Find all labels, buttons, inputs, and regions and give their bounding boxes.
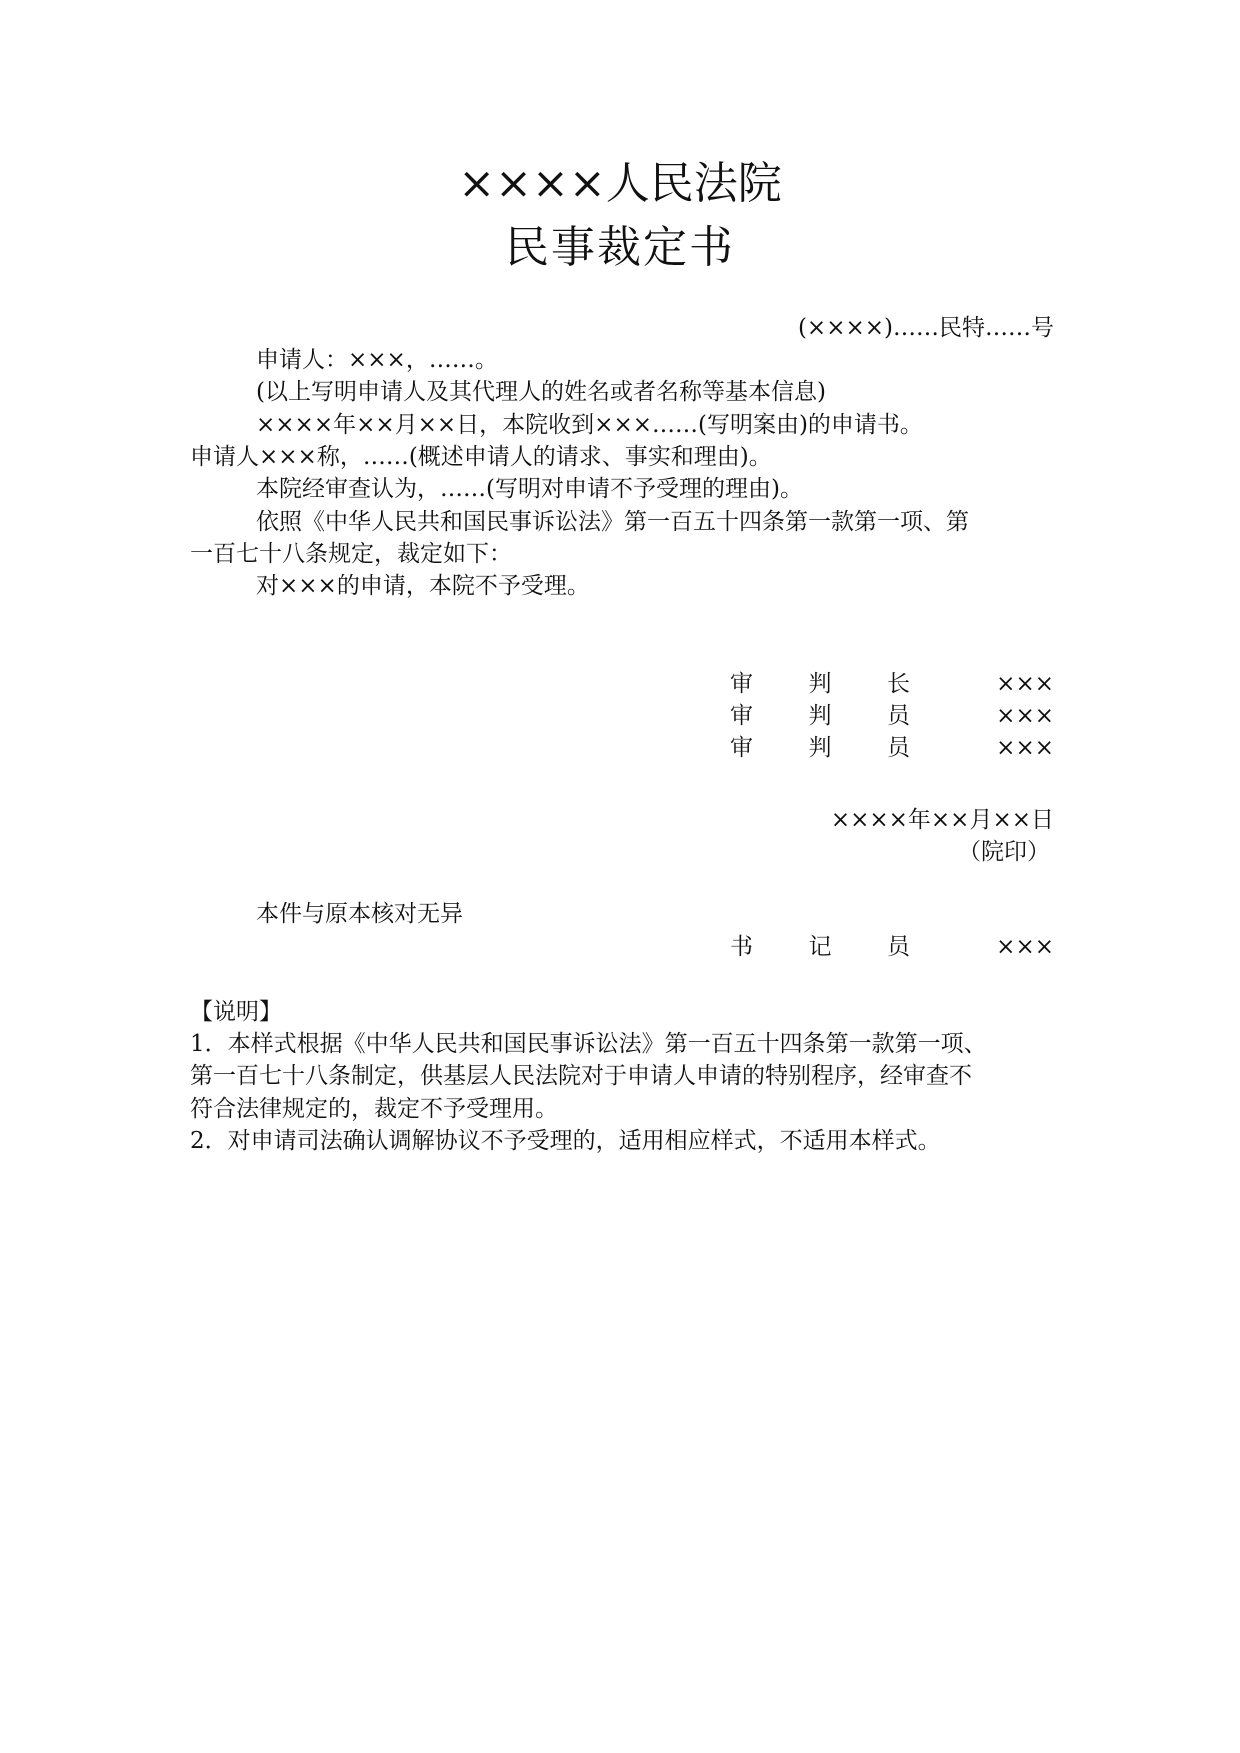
signature-title [730,700,910,732]
received-line-1: ××××年××月××日，本院收到×××……(写明案由)的申请书。 [256,412,923,438]
case-number: (××××)……民特……号 [797,315,1054,341]
signature-title-char: 审 [730,703,753,729]
ruling-date: ××××年××月××日 [830,807,1054,833]
signature-name: ××× [996,735,1054,761]
signature-title-char: 员 [887,735,910,761]
signature-title [730,931,910,963]
signature-title-char: 长 [887,671,910,697]
note-2: 2．对申请司法确认调解协议不予受理的，适用相应样式，不适用本样式。 [190,1128,941,1154]
signature-title-char: 记 [808,934,832,960]
signature-row-judge-1 [730,700,1054,732]
verification-line: 本件与原本核对无异 [256,901,463,927]
signature-row-judge-2 [730,732,1054,764]
signature-title-char: 审 [730,735,753,761]
document-type-title: 民事裁定书 [505,222,735,273]
legal-basis-line-2: 一百七十八条规定，裁定如下： [190,541,512,567]
note-1-line-1: 1．本样式根据《中华人民共和国民事诉讼法》第一百五十四条第一款第一项、 [190,1031,987,1057]
signature-title-char: 判 [808,671,832,697]
court-name: ××××人民法院 [458,158,782,209]
signature-row-presiding-judge [730,668,1054,700]
signature-title-char: 审 [730,671,753,697]
legal-basis-line-1: 依照《中华人民共和国民事诉讼法》第一百五十四条第一款第一项、第 [256,509,969,535]
notes-heading: 【说明】 [190,999,282,1025]
signature-name: ××× [996,703,1054,729]
note-1-line-3: 符合法律规定的，裁定不予受理用。 [190,1096,558,1122]
applicant-line: 申请人：×××，……。 [256,347,498,373]
note-1-line-2: 第一百七十八条制定，供基层人民法院对于申请人申请的特别程序，经审查不 [190,1063,972,1089]
received-line-2: 申请人×××称，……(概述申请人的请求、事实和理由)。 [190,444,772,470]
review-line: 本院经审查认为，……(写明对申请不予受理的理由)。 [256,476,803,502]
signature-title [730,668,910,700]
signature-title-char: 判 [808,703,832,729]
applicant-note: (以上写明申请人及其代理人的姓名或者名称等基本信息) [256,379,826,405]
signature-title-char: 员 [887,703,910,729]
signature-name: ××× [996,671,1054,697]
signature-row-clerk [730,931,1054,963]
signature-title-char: 判 [808,735,832,761]
court-seal-note: （院印） [958,839,1050,865]
signature-title [730,732,910,764]
signature-title-char: 员 [887,934,910,960]
ruling-line: 对×××的申请，本院不予受理。 [256,573,590,599]
signature-name: ××× [996,934,1054,960]
signature-title-char: 书 [730,934,753,960]
